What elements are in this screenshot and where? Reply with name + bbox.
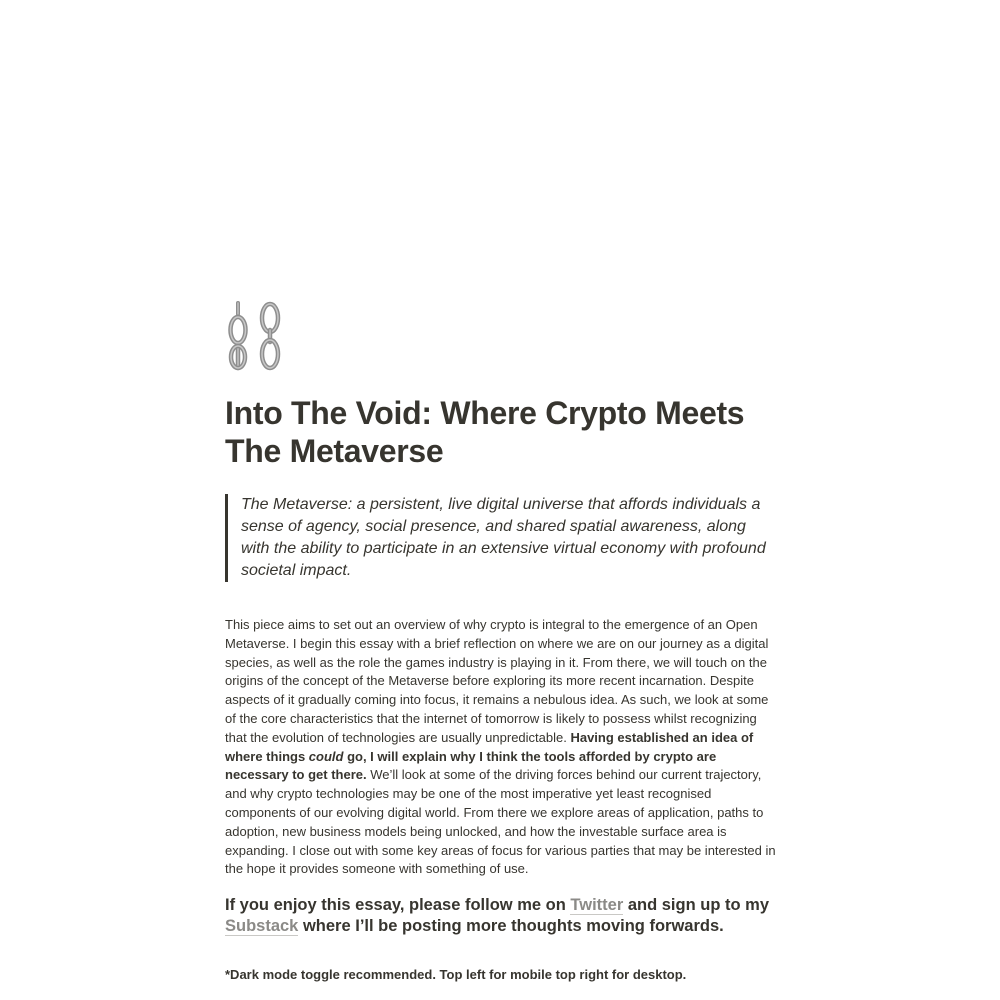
substack-link[interactable]: Substack [225, 916, 299, 935]
metaverse-definition-quote: The Metaverse: a persistent, live digital universe that affords individuals a sense of agency, social presence, and shared spatial awareness, along with the ability to participate in an extensive virtual economy with profound societal impact. [225, 494, 777, 582]
intro-bold-italic-word: could [308, 748, 344, 764]
intro-text-part1: This piece aims to set out an overview of why crypto is integral to the emergence of an Open Metaverse. I begin this essay with a brief reflection on where we are on our journey as a digital species, as well as the role the games industry is playing in it. From there, we will touch on the origins of the concept of the Metaverse before exploring its more recent incarnation. Despite aspects of it gradually coming into focus, it remains a nebulous idea. As such, we look at some of the core characteristics that the internet of tomorrow is likely to possess whilst recognizing that the evolution of technologies are usually unpredictable. [225, 617, 769, 745]
page-content [225, 300, 777, 984]
page-title: Into The Void: Where Crypto Meets The Metaverse [225, 395, 745, 469]
cta-middle-text: and sign up to my [623, 896, 770, 915]
intro-text-part2: We’ll look at some of the driving forces behind our current trajectory, and why crypto technologies may be one of the most imperative yet least recognised components of our evolving digital world. From there we explore areas of application, paths to adoption, new business models being unlocked, and how the investable surface area is expanding. I close out with some key areas of focus for various parties that may be interested in the hope it provides someone with something of use. [225, 767, 776, 877]
twitter-link[interactable]: Twitter [570, 896, 624, 915]
intro-bold-part2: go, I will explain why I think the tools afforded by crypto are necessary to get there. [225, 748, 717, 783]
chain-link-icon [225, 300, 297, 372]
follow-cta [225, 895, 777, 936]
dark-mode-note: *Dark mode toggle recommended. Top left for mobile top right for desktop. [225, 967, 687, 983]
cta-after-text: where I’ll be posting more thoughts moving forwards. [298, 916, 724, 935]
intro-paragraph [225, 616, 777, 879]
intro-bold-part1: Having established an idea of where things [225, 729, 754, 764]
cta-before-text: If you enjoy this essay, please follow me on [225, 896, 571, 915]
